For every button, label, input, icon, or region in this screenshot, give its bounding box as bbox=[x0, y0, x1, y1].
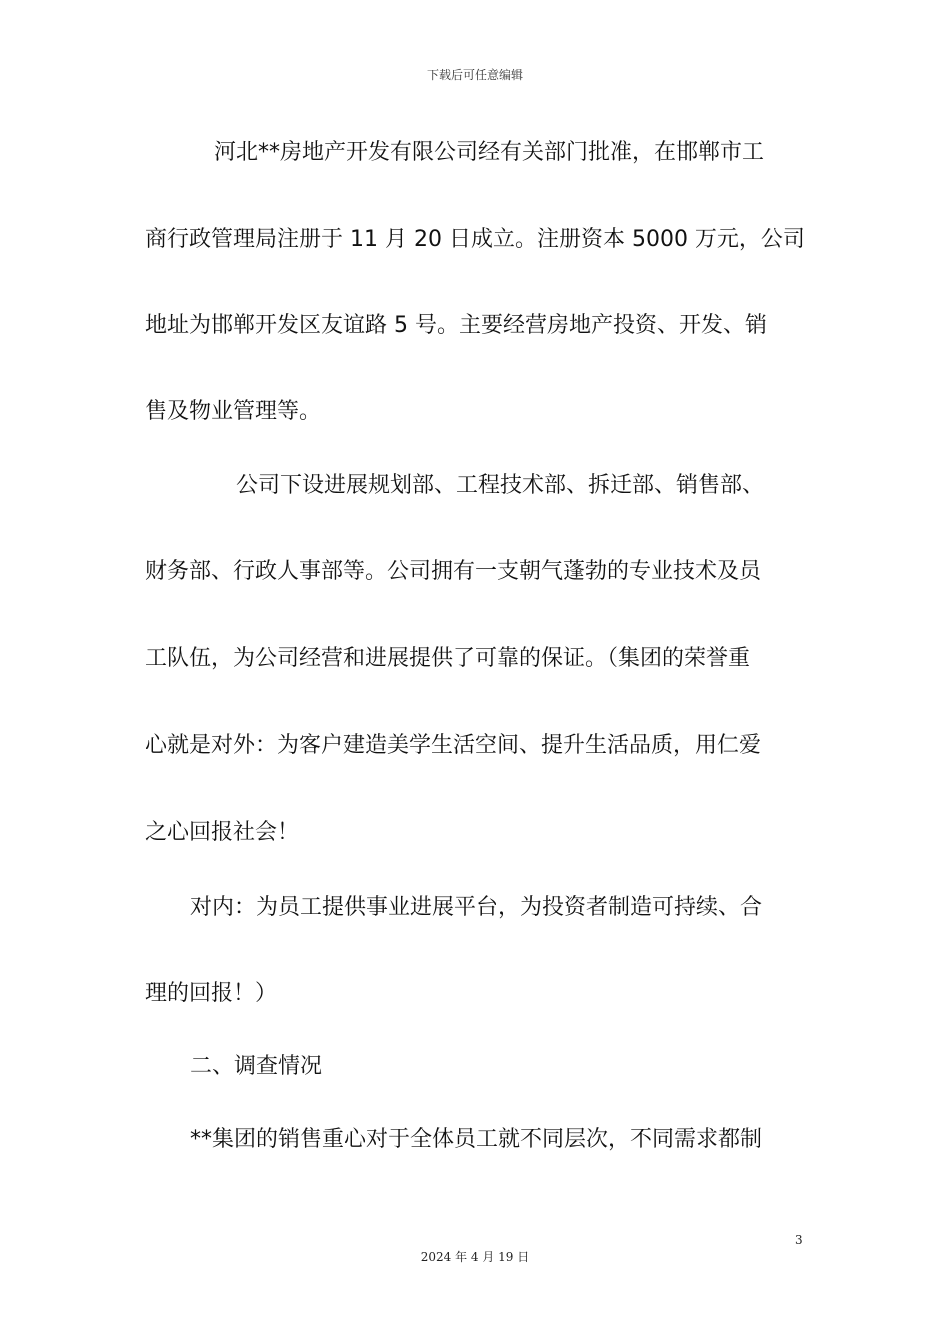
paragraph-line-6: 财务部、行政人事部等。公司拥有一支朝气蓬勃的专业技术及员 bbox=[145, 559, 762, 584]
paragraph-line-5: 公司下设进展规划部、工程技术部、拆迁部、销售部、 bbox=[236, 473, 765, 498]
paragraph-line-11: 理的回报！） bbox=[145, 981, 278, 1006]
paragraph-line-8: 心就是对外：为客户建造美学生活空间、提升生活品质，用仁爱 bbox=[145, 733, 762, 758]
paragraph-line-1: 河北**房地产开发有限公司经有关部门批准，在邯郸市工 bbox=[214, 140, 765, 165]
paragraph-line-10: 对内：为员工提供事业进展平台，为投资者制造可持续、合 bbox=[190, 895, 763, 920]
paragraph-line-4: 售及物业管理等。 bbox=[145, 399, 322, 424]
footer-date: 2024 年 4 月 19 日 bbox=[420, 1250, 530, 1264]
paragraph-line-7: 工队伍，为公司经营和进展提供了可靠的保证。（集团的荣誉重 bbox=[145, 646, 751, 671]
section-heading: 二、调查情况 bbox=[190, 1054, 323, 1079]
page-header: 下载后可任意编辑 bbox=[426, 68, 523, 82]
page-number: 3 bbox=[795, 1233, 803, 1247]
paragraph-line-13: **集团的销售重心对于全体员工就不同层次，不同需求都制 bbox=[190, 1127, 763, 1152]
paragraph-line-3: 地址为邯郸开发区友谊路 5 号。主要经营房地产投资、开发、销 bbox=[145, 313, 767, 338]
paragraph-line-9: 之心回报社会！ bbox=[145, 820, 300, 845]
paragraph-line-2: 商行政管理局注册于 11 月 20 日成立。注册资本 5000 万元，公司 bbox=[145, 227, 805, 252]
